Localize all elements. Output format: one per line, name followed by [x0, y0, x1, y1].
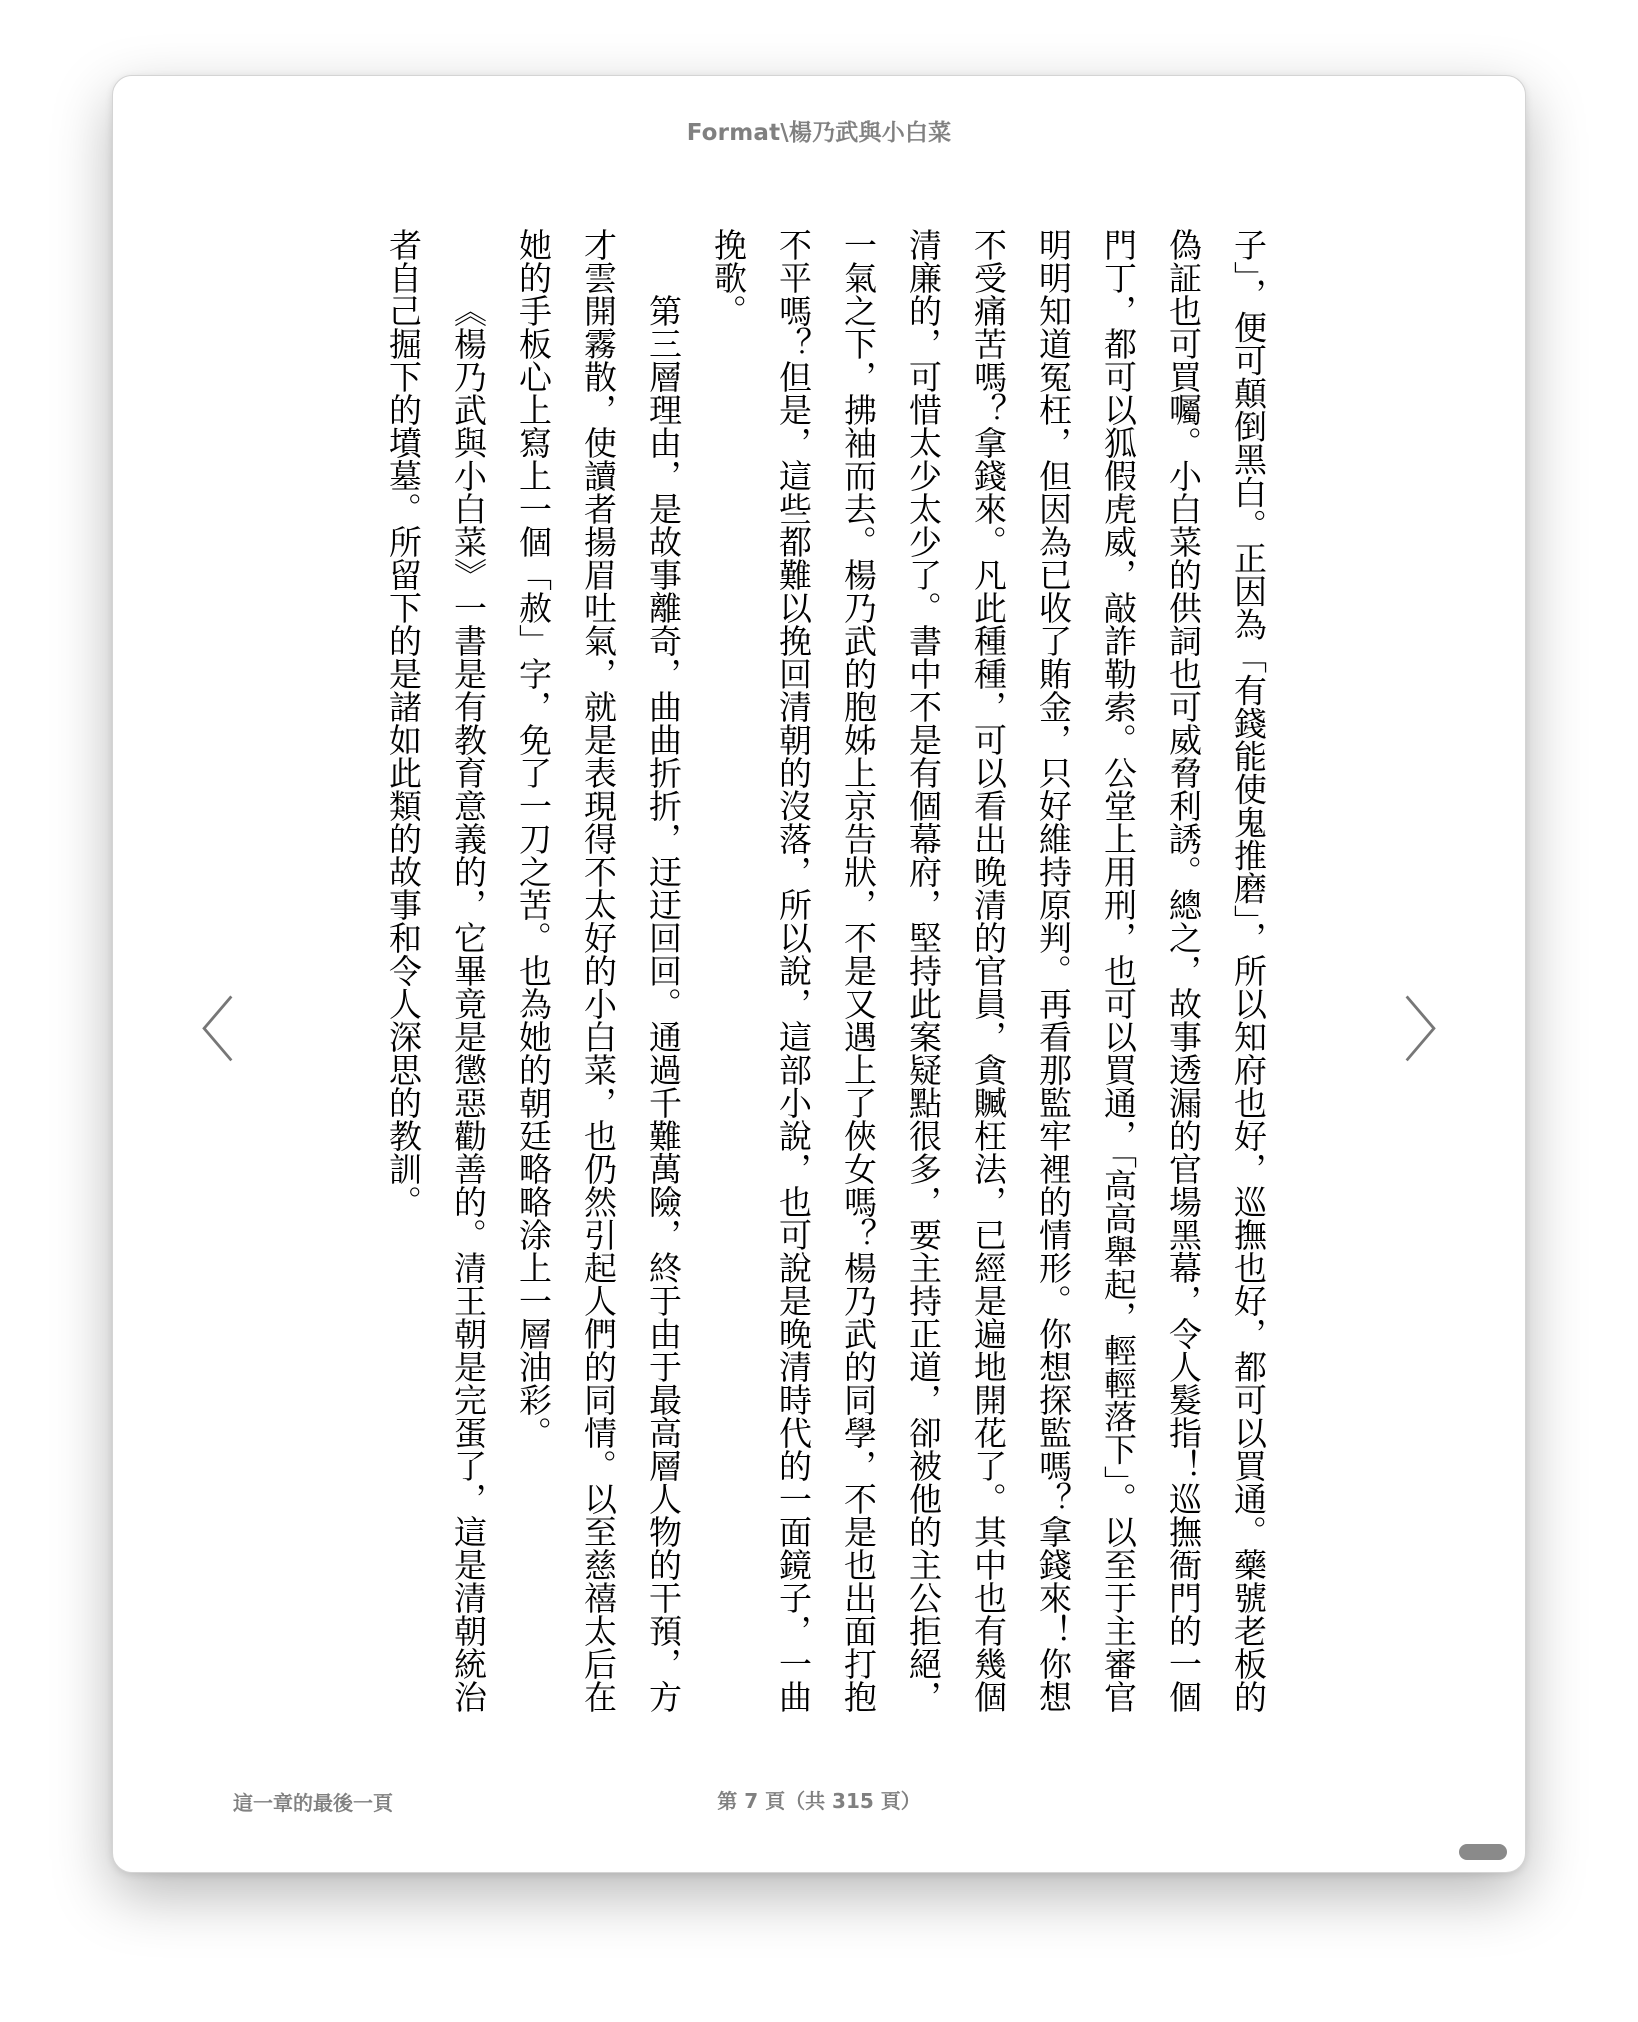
paragraph: 第三層理由，是故事離奇，曲曲折折，迂迂回回。通過千難萬險，終于由于最高層人物的干預，方才雲開霧散，使讀者揚眉吐氣，就是表現得不太好的小白菜，也仍然引起人們的同情。以至慈禧太后在她的手板心上寫上一個「赦」字，免了一刀之苦。也為她的朝廷略略涂上一層油彩。	[514, 228, 683, 1713]
reader-window	[112, 75, 1526, 1873]
next-page-arrow-icon[interactable]: 〉	[1403, 990, 1473, 1072]
resize-handle[interactable]	[1459, 1844, 1507, 1860]
paragraph: 子」，便可顛倒黑白。正因為「有錢能使鬼推磨」，所以知府也好，巡撫也好，都可以買通。藥號老板的偽証也可買囑。小白菜的供詞也可威脅利誘。總之，故事透漏的官場黑幕，令人髮指！巡撫衙門的一個門丁，都可以狐假虎威，敲詐勒索。公堂上用刑，也可以買通，「高高舉起，輕輕落下」。以至于主審官明明知道冤枉，但因為已收了賄金，只好維持原判。再看那監牢裡的情形。你想探監嗎？拿錢來！你想不受痛苦嗎？拿錢來。凡此種種，可以看出晚清的官員，貪贓枉法，已經是遍地開花了。其中也有幾個清廉的，可惜太少太少了。書中不是有個幕府，堅持此案疑點很多，要主持正道，卻被他的主公拒絕，一氣之下，拂袖而去。楊乃武的胞姊上京告狀，不是又遇上了俠女嗎？楊乃武的同學，不是也出面打抱不平嗎？但是，這些都難以挽回清朝的沒落，所以說，這部小說，也可說是晚清時代的一面鏡子，一曲挽歌。	[709, 228, 1268, 1713]
chapter-status: 這一章的最後一頁	[233, 1791, 393, 1815]
vertical-text-body	[371, 228, 1281, 1728]
paragraph: 《楊乃武與小白菜》一書是有教育意義的，它畢竟是懲惡勸善的。清王朝是完蛋了，這是清朝統治者自己掘下的墳墓。所留下的是諸如此類的故事和令人深思的教訓。	[384, 228, 488, 1713]
previous-page-arrow-icon[interactable]: 〈	[165, 990, 235, 1072]
page-text-area[interactable]	[371, 228, 1493, 1800]
page-indicator: 第 7 頁（共 315 頁）	[717, 1789, 921, 1813]
document-title: Format\楊乃武與小白菜	[686, 120, 952, 146]
